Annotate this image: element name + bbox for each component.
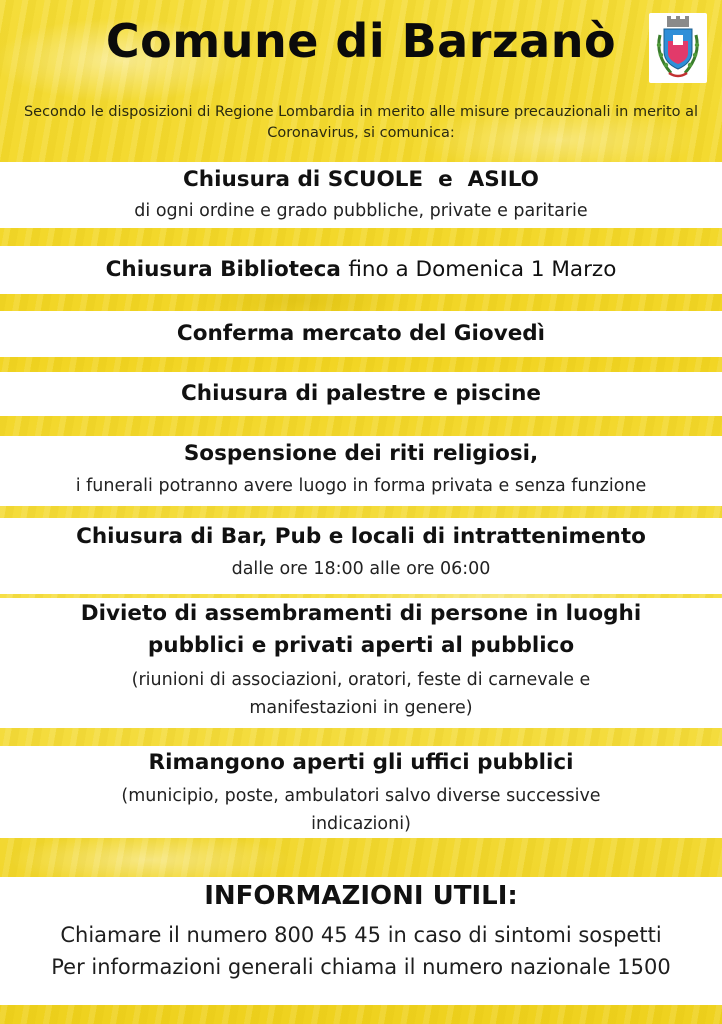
notice-detail-line: (riunioni di associazioni, oratori, feste di carnevale e: [131, 670, 591, 690]
notice-heading-line: pubblici e privati aperti al pubblico: [147, 633, 575, 658]
notice-detail-line: manifestazioni in genere): [249, 698, 473, 718]
page-title: Comune di Barzanò: [105, 14, 617, 68]
notice-heading: Chiusura di Bar, Pub e locali di intrattenimento: [76, 524, 646, 549]
notice-library: [0, 246, 722, 294]
notice-gyms: [0, 372, 722, 416]
notice-schools: [0, 162, 722, 228]
municipal-coat-of-arms-icon: [649, 13, 707, 83]
notice-heading: Rimangono aperti gli uffici pubblici: [148, 750, 574, 775]
notice-heading: Conferma mercato del Giovedì: [176, 321, 546, 346]
notice-detail: dalle ore 18:00 alle ore 06:00: [231, 559, 491, 579]
notice-public-offices: [0, 746, 722, 838]
intro-text: Secondo le disposizioni di Regione Lombardia in merito alle misure precauzionali in merito al Coronavirus, si comunica:: [23, 104, 699, 141]
notice-detail: i funerali potranno avere luogo in forma privata e senza funzione: [75, 476, 647, 496]
info-title: INFORMAZIONI UTILI:: [204, 881, 518, 911]
notice-heading: Sospensione dei riti religiosi,: [183, 441, 539, 466]
poster-header: [0, 0, 722, 162]
notice-heading: Chiusura di SCUOLE e ASILO: [183, 167, 539, 192]
useful-info: [0, 877, 722, 1005]
notice-heading-bold: Chiusura Biblioteca: [105, 257, 341, 282]
notice-heading: [0, 254, 722, 285]
notice-detail: di ogni ordine e grado pubbliche, private e paritarie: [134, 201, 588, 221]
notice-bars: [0, 518, 722, 594]
notice-market: [0, 311, 722, 357]
notice-heading-line: Divieto di assembramenti di persone in luoghi: [80, 601, 642, 626]
notice-detail-line: indicazioni): [311, 814, 411, 834]
notice-heading-suffix: fino a Domenica 1 Marzo: [348, 257, 617, 282]
notice-gatherings: [0, 598, 722, 728]
info-line-symptoms: Chiamare il numero 800 45 45 in caso di sintomi sospetti: [60, 923, 662, 947]
notice-heading: Chiusura di palestre e piscine: [181, 381, 541, 406]
notice-religious: [0, 436, 722, 506]
info-line-general: Per informazioni generali chiama il numero nazionale 1500: [51, 955, 671, 979]
notice-detail-line: (municipio, poste, ambulatori salvo diverse successive: [121, 786, 601, 806]
